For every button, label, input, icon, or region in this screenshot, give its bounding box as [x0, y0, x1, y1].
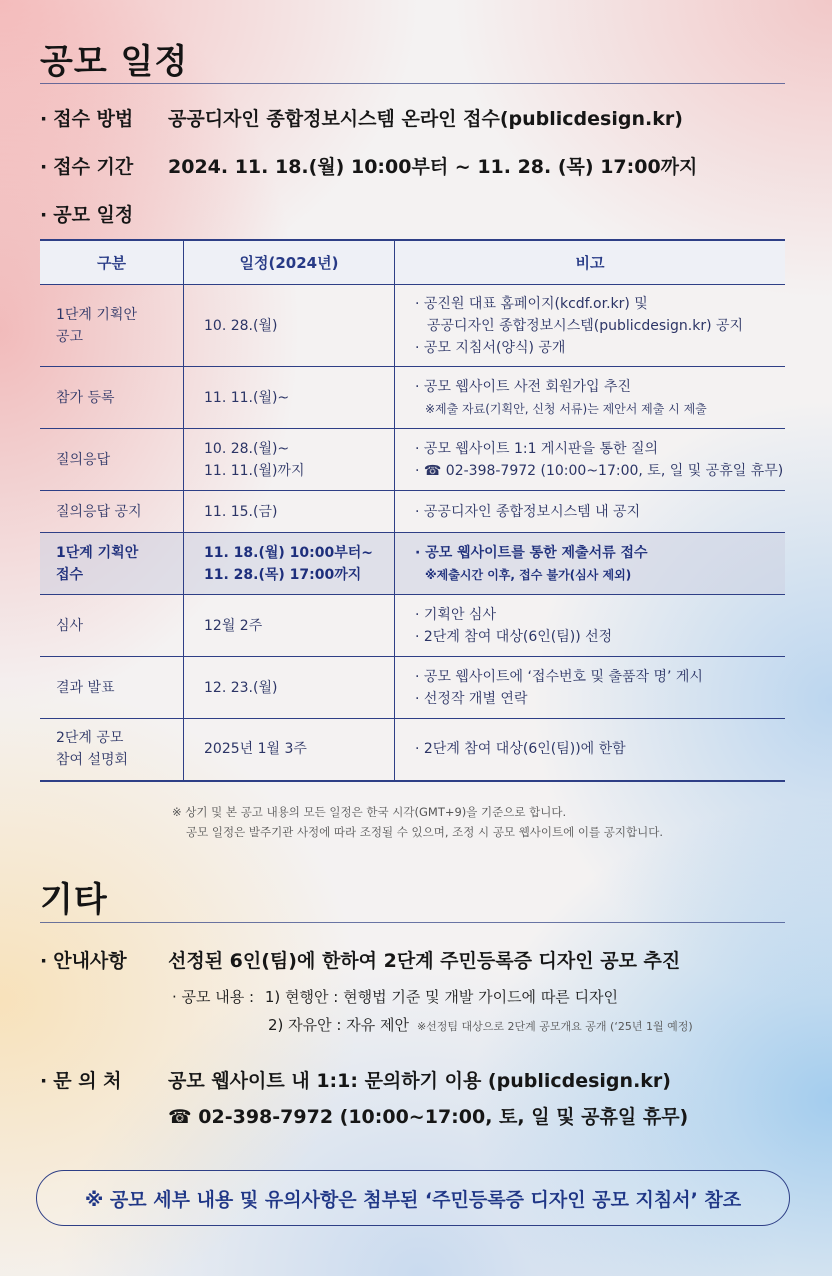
cell-date: 12월 2주 — [184, 595, 395, 657]
content-item-2: 2) 자유안 : 자유 제안 — [268, 1016, 409, 1034]
content-line-2 — [268, 1014, 693, 1035]
table-row — [40, 657, 785, 719]
cell-remarks: · 공모 웹사이트 1:1 게시판을 통한 질의 · ☎ 02-398-7972 (10:00~17:00, 토, 일 및 공휴일 휴무) — [395, 429, 786, 491]
cell-category: 2단계 공모 참여 설명회 — [40, 719, 184, 781]
cell-remarks: · 공공디자인 종합정보시스템 내 공지 — [395, 491, 786, 533]
cell-remarks: · 공진원 대표 홈페이지(kcdf.or.kr) 및 공공디자인 종합정보시스템(publicdesign.kr) 공지 · 공모 지침서(양식) 공개 — [395, 285, 786, 367]
cell-date: 11. 11.(월)~ — [184, 367, 395, 429]
info-row-schedule — [40, 200, 133, 227]
footnote-line-1: ※ 상기 및 본 공고 내용의 모든 일정은 한국 시각(GMT+9)을 기준으로 합니다. — [172, 805, 567, 819]
cell-category: 심사 — [40, 595, 184, 657]
table-row — [40, 491, 785, 533]
bullet: · — [40, 156, 48, 178]
schedule-footnote — [172, 802, 663, 842]
cell-category: 질의응답 — [40, 429, 184, 491]
cell-category: 질의응답 공지 — [40, 491, 184, 533]
table-row — [40, 367, 785, 429]
cell-date: 2025년 1월 3주 — [184, 719, 395, 781]
cell-category: 1단계 기획안 공고 — [40, 285, 184, 367]
table-row — [40, 719, 785, 781]
table-row-highlight — [40, 533, 785, 595]
banner-text: ※ 공모 세부 내용 및 유의사항은 첨부된 ‘주민등록증 디자인 공모 지침서’ 참조 — [84, 1188, 742, 1211]
content-line-1 — [172, 986, 618, 1007]
schedule-label: 공모 일정 — [53, 204, 134, 226]
table-row — [40, 595, 785, 657]
bullet: · — [40, 108, 48, 130]
section-title-etc: 기타 — [40, 880, 108, 920]
section-title-schedule: 공모 일정 — [40, 42, 189, 82]
cell-date: 11. 18.(월) 10:00부터~ 11. 28.(목) 17:00까지 — [184, 533, 395, 595]
cell-category: 결과 발표 — [40, 657, 184, 719]
cell-remarks: · 공모 웹사이트 사전 회원가입 추진 ※제출 자료(기획안, 신청 서류)는 제안서 제출 시 제출 — [395, 367, 786, 429]
header-category: 구분 — [40, 240, 184, 285]
cell-date: 10. 28.(월) — [184, 285, 395, 367]
period-value: 2024. 11. 18.(월) 10:00부터 ~ 11. 28. (목) 17:00까지 — [168, 156, 698, 178]
inquiry-phone: ☎ 02-398-7972 (10:00~17:00, 토, 일 및 공휴일 휴무) — [168, 1106, 689, 1128]
schedule-table — [40, 239, 785, 782]
cell-category: 참가 등록 — [40, 367, 184, 429]
content-item-2-note: ※선정팀 대상으로 2단계 공모개요 공개 (‘25년 1월 예정) — [416, 1020, 693, 1033]
inquiry-label: 문 의 처 — [53, 1070, 122, 1092]
cell-date: 11. 15.(금) — [184, 491, 395, 533]
bullet: · — [40, 204, 48, 226]
bullet: · — [40, 950, 48, 972]
cell-remarks: · 2단계 참여 대상(6인(팀))에 한함 — [395, 719, 786, 781]
reference-banner — [36, 1170, 790, 1226]
cell-date: 10. 28.(월)~ 11. 11.(월)까지 — [184, 429, 395, 491]
section-divider — [40, 922, 785, 923]
table-row — [40, 429, 785, 491]
header-remarks: 비고 — [395, 240, 786, 285]
cell-date: 12. 23.(월) — [184, 657, 395, 719]
bullet: · — [40, 1070, 48, 1092]
cell-remarks: · 공모 웹사이트를 통한 제출서류 접수 ※제출시간 이후, 접수 불가(심사 제외) — [395, 533, 786, 595]
table-row — [40, 285, 785, 367]
table-header-row — [40, 240, 785, 285]
cell-remarks: · 공모 웹사이트에 ‘접수번호 및 출품작 명’ 게시 · 선정작 개별 연락 — [395, 657, 786, 719]
cell-category: 1단계 기획안 접수 — [40, 533, 184, 595]
footnote-line-2: 공모 일정은 발주기관 사정에 따라 조정될 수 있으며, 조정 시 공모 웹사이트에 이를 공지합니다. — [186, 825, 663, 839]
method-label: 접수 방법 — [53, 108, 134, 130]
guide-label: 안내사항 — [53, 950, 127, 972]
method-value: 공공디자인 종합정보시스템 온라인 접수(publicdesign.kr) — [168, 108, 683, 130]
header-date: 일정(2024년) — [184, 240, 395, 285]
info-row-method — [40, 104, 683, 131]
inquiry-value: 공모 웹사이트 내 1:1: 문의하기 이용 (publicdesign.kr) — [168, 1070, 671, 1092]
cell-remarks: · 기획안 심사 · 2단계 참여 대상(6인(팀)) 선정 — [395, 595, 786, 657]
guide-value: 선정된 6인(팀)에 한하여 2단계 주민등록증 디자인 공모 추진 — [168, 950, 681, 972]
content-item-1: 1) 현행안 : 현행법 기준 및 개발 가이드에 따른 디자인 — [264, 988, 619, 1006]
section-divider — [40, 83, 785, 84]
content-label: · 공모 내용 : — [172, 988, 255, 1006]
info-row-guide — [40, 946, 680, 973]
info-row-period — [40, 152, 697, 179]
info-row-inquiry — [40, 1066, 671, 1093]
period-label: 접수 기간 — [53, 156, 134, 178]
